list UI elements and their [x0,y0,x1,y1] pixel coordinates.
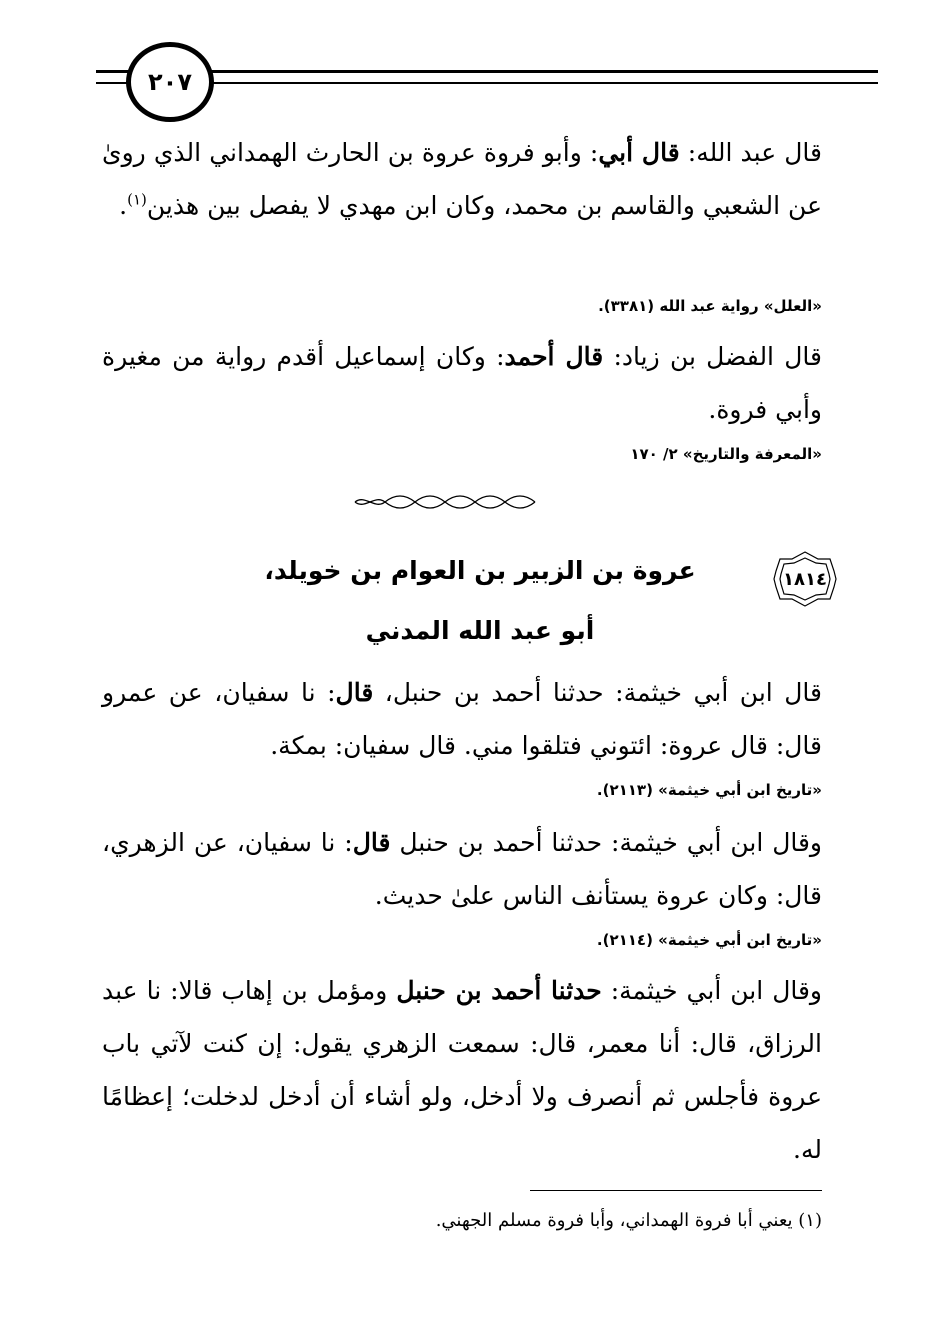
header-rule-top [96,70,878,73]
entry-title-line1: عروة بن الزبير بن العوام بن خويلد، [264,556,696,585]
paragraph-3 [102,666,822,772]
paragraph-5 [102,964,822,1176]
paragraph-4-intro: وقال ابن أبي خيثمة: حدثنا أحمد بن حنبل [390,828,823,857]
paragraph-4 [102,816,822,922]
paragraph-1-body: : وأبو فروة عروة بن الحارث الهمداني الذي روىٰ عن الشعبي والقاسم بن محمد، وكان ابن مهدي لا يفصل بين هذين [102,138,822,220]
paragraph-3-intro: قال ابن أبي خيثمة: حدثنا أحمد بن حنبل، [373,678,823,707]
paragraph-4-body: : نا سفيان، عن الزهري، قال: وكان عروة يستأنف الناس علىٰ حديث. [102,828,822,910]
footnote: (١) يعني أبا فروة الهمداني، وأبا فروة مسلم الجهني. [435,1210,822,1231]
source-citation-2: «المعرفة والتاريخ» ٢/ ١٧٠ [630,445,822,463]
page-number: ٢٠٧ [126,42,214,122]
paragraph-2-intro: قال الفضل بن زياد: [603,342,822,371]
ornament-divider [350,490,540,514]
paragraph-4-bold: قال [352,828,391,857]
paragraph-1-intro: قال عبد الله: [679,138,822,167]
paragraph-2-bold: قال أحمد [504,342,604,371]
source-citation-3: «تاريخ ابن أبي خيثمة» (٢١١٣). [596,781,822,799]
paragraph-1-bold: قال أبي [598,138,680,167]
entry-number: ١٨١٤ [783,568,827,590]
entry-title-line2: أبو عبد الله المدني [365,616,595,645]
paragraph-3-body: : نا سفيان، عن عمرو قال: قال عروة: ائتوني فتلقوا مني. قال سفيان: بمكة. [102,678,822,760]
paragraph-1 [102,126,822,232]
paragraph-5-bold: حدثنا أحمد بن حنبل [396,976,602,1005]
paragraph-5-intro: وقال ابن أبي خيثمة: [601,976,823,1005]
footnote-rule [530,1190,822,1191]
paragraph-1-end: . [119,191,128,220]
paragraph-5-body: ومؤمل بن إهاب قالا: نا عبد الرزاق، قال: أنا معمر، قال: سمعت الزهري يقول: إن كنت لآتي باب عروة فأجلس ثم أنصرف ولا أدخل، ولو أشاء أن أدخل لدخلت؛ إعظامًا له. [102,976,822,1164]
paragraph-2-body: : وكان إسماعيل أقدم رواية من مغيرة وأبي فروة. [102,342,822,424]
paragraph-3-bold: قال [335,678,374,707]
footnote-marker: (١) [127,190,147,209]
entry-number-badge [772,550,838,608]
source-citation-1: «العلل» رواية عبد الله (٣٣٨١). [598,297,822,315]
source-citation-4: «تاريخ ابن أبي خيثمة» (٢١١٤). [596,931,822,949]
paragraph-2 [102,330,822,436]
